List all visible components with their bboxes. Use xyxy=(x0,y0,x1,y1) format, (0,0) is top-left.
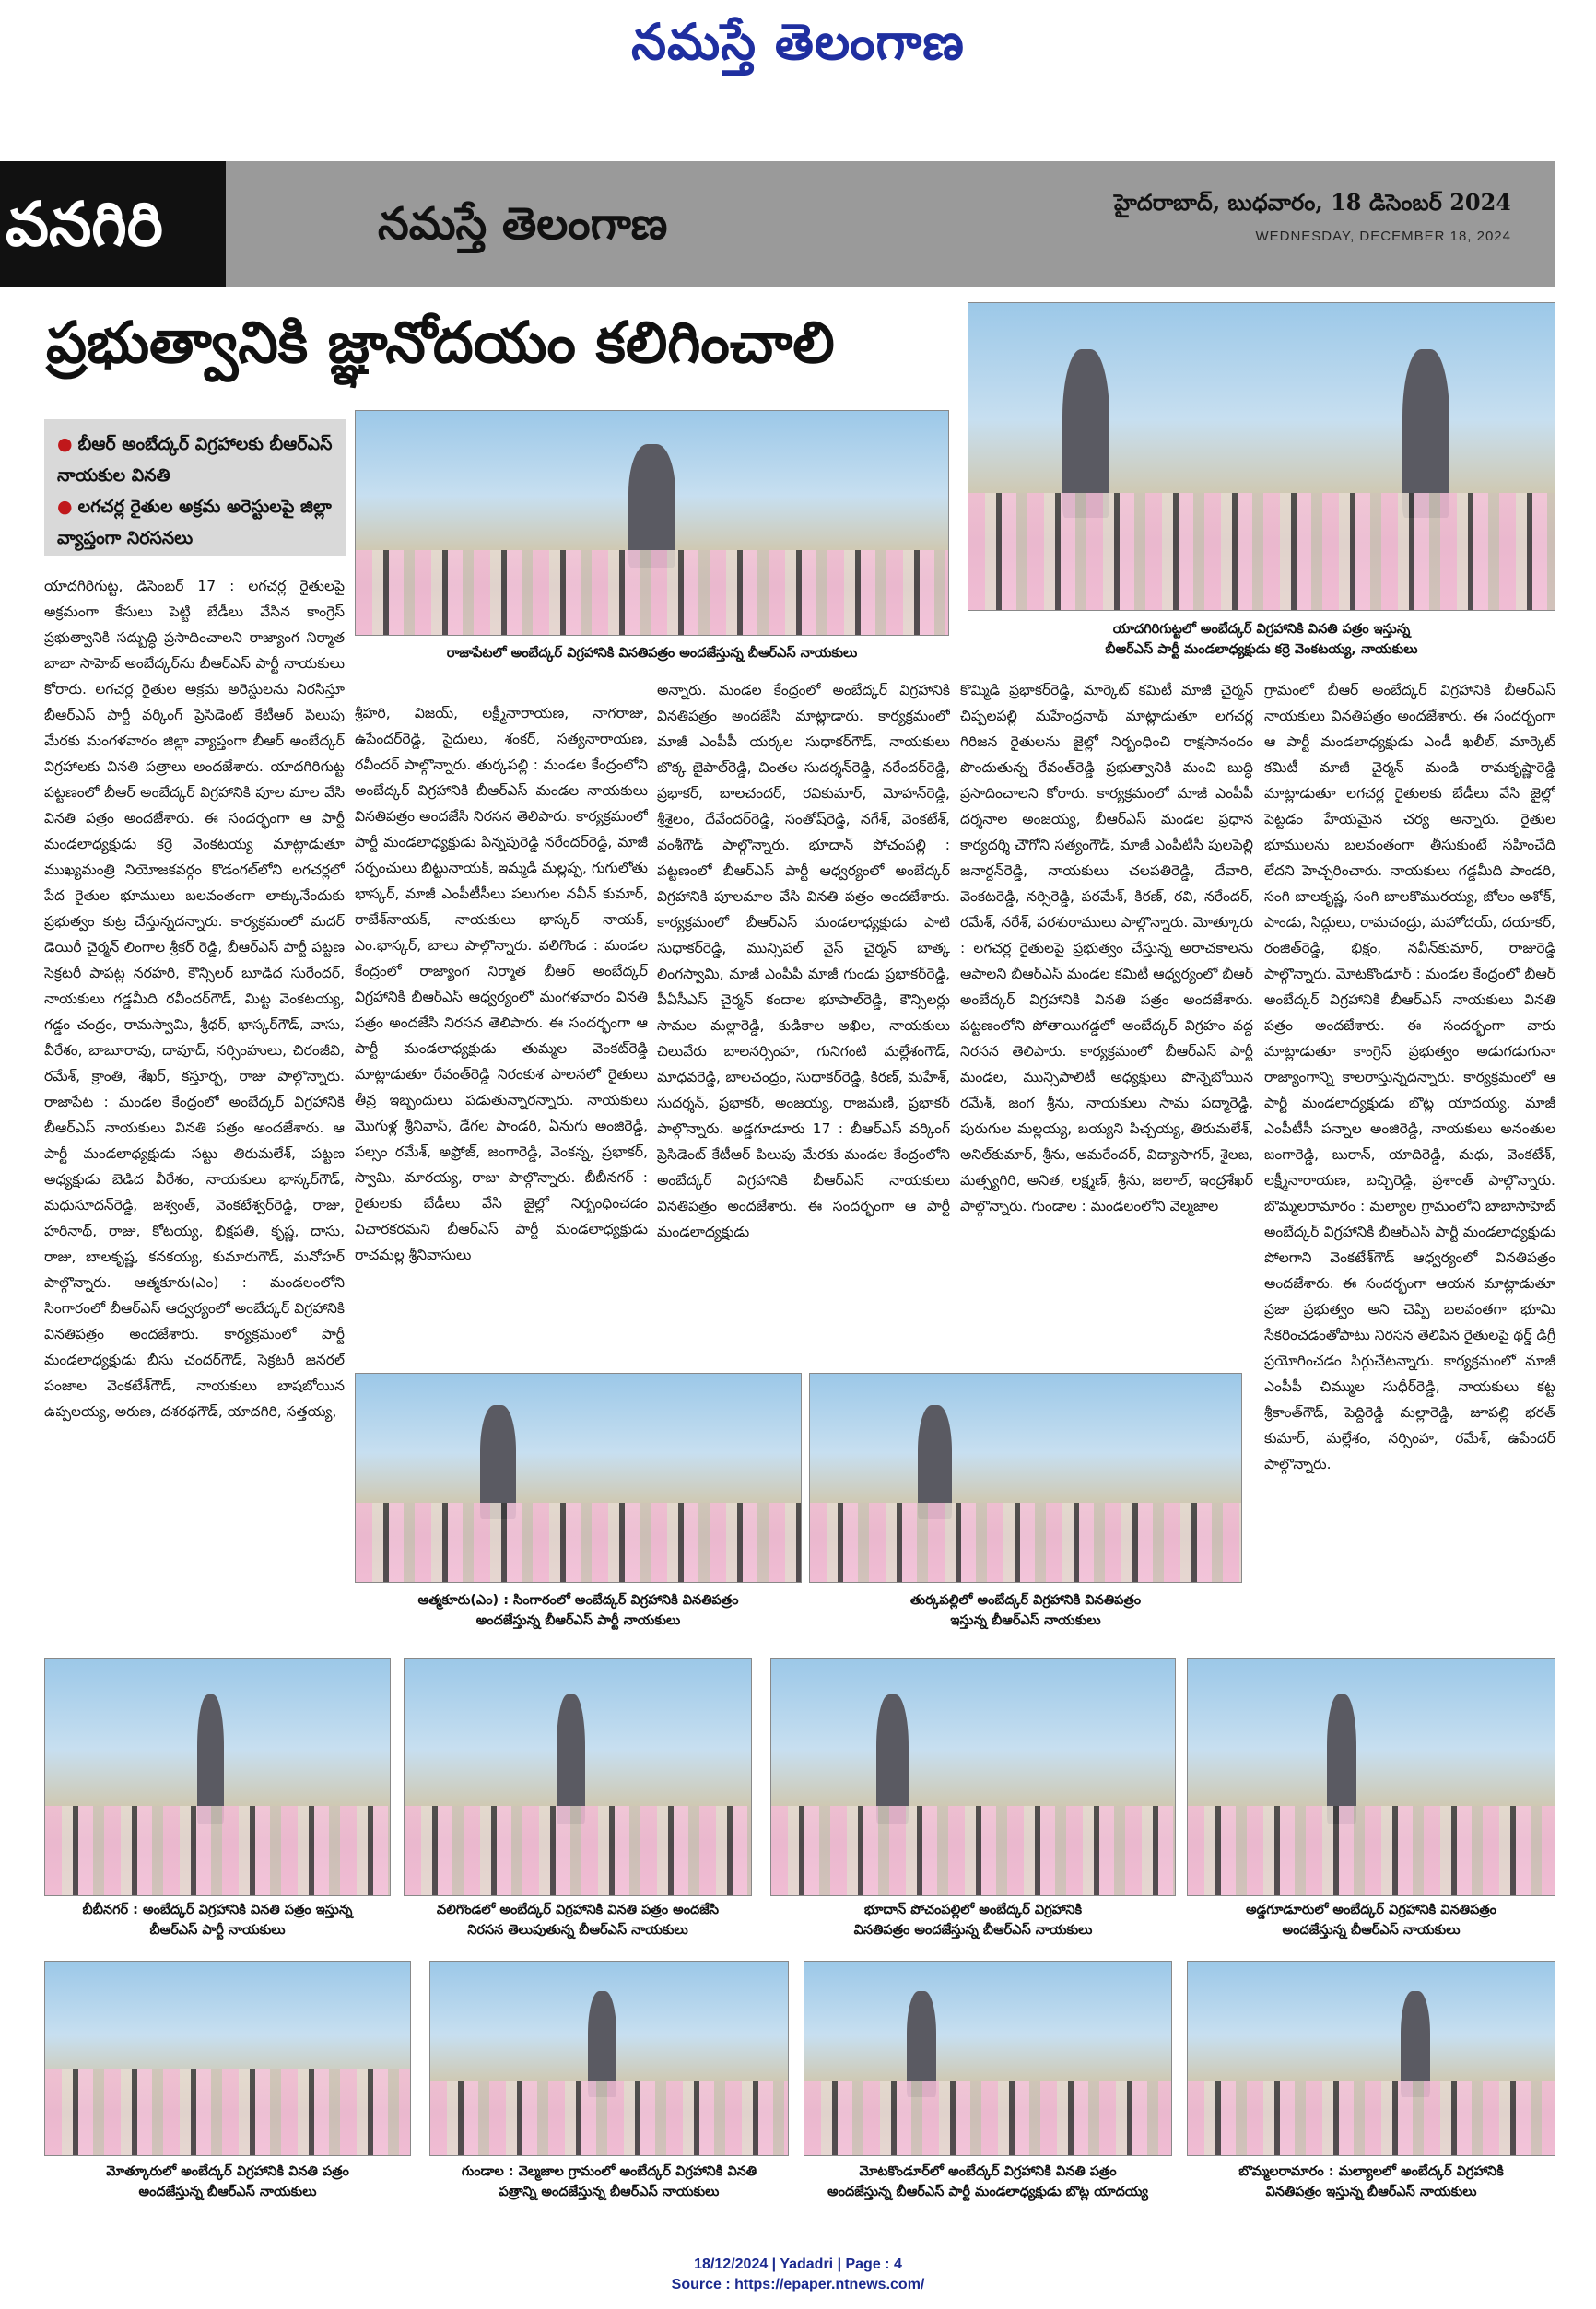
highlight-item: ● బీఆర్ అంబేద్కర్ విగ్రహాలకు బీఆర్ఎస్ నాయకుల వినతి xyxy=(57,434,333,486)
photo-atmakur xyxy=(355,1373,802,1583)
caption-atmakur-1: ఆత్మకూరు(ఎం) : సింగారంలో అంబేద్కర్ విగ్రహానికి వినతిపత్రం xyxy=(417,1593,739,1608)
edition-label: వనగిరి xyxy=(0,161,226,287)
caption-bibinagar-1: బీబీనగర్ : అంబేద్కర్ విగ్రహానికి వినతి పత్రం ఇస్తున్న xyxy=(82,1903,353,1917)
caption-rajapet: రాజాపేటలో అంబేద్కర్ విగ్రహానికి వినతిపత్రం అందజేస్తున్న బీఆర్ఎస్ నాయకులు xyxy=(446,646,858,661)
photo-addagudur xyxy=(1187,1658,1555,1896)
highlight-item: ● లగచర్ల రైతుల అక్రమ అరెస్టులపై జిల్లా వ్యాప్తంగా నిరసనలు xyxy=(57,497,332,548)
photo-gundala xyxy=(429,1961,789,2156)
photo-turkapally xyxy=(809,1373,1242,1583)
article-column-1: యాదగిరిగుట్ట, డిసెంబర్ 17 : లగచర్ల రైతులపై అక్రమంగా కేసులు పెట్టి బేడీలు వేసిన కాంగ్రెస్ ప్రభుత్వానికి సద్బుద్ధి ప్రసాదించాలని రాజ్యాంగ నిర్మాత బాబా సాహెబ్ అంబేద్కర్‌ను బీఆర్ఎస్ పార్టీ నాయకులు కోరారు. లగచర్ల రైతుల అక్రమ అరెస్టులను నిరసిస్తూ బీఆర్ఎస్ పార్టీ వర్కింగ్ ప్రెసిడెంట్ కేటీఆర్ పిలుపు మేరకు మంగళవారం జిల్లా వ్యాప్తంగా బీఆర్ అంబేద్కర్ విగ్రహాలకు వినతి పత్రాలు అందజేశారు. యాదగిరిగుట్ట పట్టణంలో బీఆర్ అంబేద్కర్ విగ్రహానికి పూల మాల వేసి వినతి పత్రం అందజేశారు. ఈ సందర్భంగా ఆ పార్టీ మండలాధ్యక్షుడు కర్రె వెంకటయ్య మాట్లాడుతూ ముఖ్యమంత్రి నియోజకవర్గం కొడంగల్‌లోని లగచర్లలో పేద రైతుల భూములు బలవంతంగా లాక్కునేందుకు ప్రభుత్వం కుట్ర చేస్తున్నదన్నారు. కార్యక్రమంలో మదర్ డెయిరీ చైర్మన్ లింగాల శ్రీకర్ రెడ్డి, బీఆర్ఎస్ పార్టీ పట్టణ సెక్రటరీ పాపట్ల నరహరి, కౌన్సిలర్ బూడిద సురేందర్, నాయకులు గడ్డమీది రవీందర్‌గౌడ్, మిట్ట వెంకటయ్య, గడ్డం చంద్రం, రామస్వామి, శ్రీధర్, భాస్కర్‌గౌడ్, వాసు, వీరేశం, బాబూరావు, దావూద్, నర్సింహులు, చిరంజీవి, రమేశ్, క్రాంతి, శేఖర్, కస్తూర్బ, రాజు పాల్గొన్నారు. రాజాపేట : మండల కేంద్రంలో అంబేద్కర్ విగ్రహానికి బీఆర్ఎస్ నాయకులు వినతి పత్రం అందజేశారు. ఆ పార్టీ మండలాధ్యక్షుడు సట్టు తిరుమలేశ్, పట్టణ అధ్యక్షుడు బెడిద వీరేశం, నాయకులు భాస్కర్‌గౌడ్, మధుసూదన్‌రెడ్డి, జశ్వంత్, వెంకటేశ్వర్‌రెడ్డి, రాజు, హరినాథ్, రాజు, కోటయ్య, భిక్షపతి, కృష్ణ, దాసు, రాజు, బాలకృష్ణ, కనకయ్య, కుమారుగౌడ్, మనోహర్ పాల్గొన్నారు. ఆత్మకూరు(ఎం) : మండలంలోని సింగారంలో బీఆర్ఎస్ ఆధ్వర్యంలో అంబేద్కర్ విగ్రహానికి వినతిపత్రం అందజేశారు. కార్యక్రమంలో పార్టీ మండలాధ్యక్షుడు బీసు చందర్‌గౌడ్, సెక్రటరీ జనరల్ పంజాల వెంకటేశ్‌గౌడ్, నాయకులు బాషబోయిన ఉప్పలయ్య, అరుణ, దశరథగౌడ్, యాదగిరి, సత్తయ్య, xyxy=(44,578,345,1420)
caption-bommalaramaram-1: బొమ్మలరామారం : మల్యాలలో అంబేద్కర్ విగ్రహానికి xyxy=(1238,2164,1504,2179)
date-telugu: హైదరాబాద్, బుధవారం, 18 డిసెంబర్ 2024 xyxy=(1113,189,1511,216)
photo-bhoodan-pochampally xyxy=(770,1658,1176,1896)
article-column-5: గ్రామంలో బీఆర్ అంబేద్కర్ విగ్రహానికి బీఆర్ఎస్ నాయకులు వినతిపత్రం అందజేశారు. ఈ సందర్భంగా ఆ పార్టీ మండలాధ్యక్షుడు ఎండీ ఖలీల్, మార్కెట్ కమిటీ మాజీ చైర్మన్ మండి రామకృష్ణారెడ్డి మాట్లాడుతూ లగచర్ల రైతులకు బేడీలు వేసి జైల్లో పెట్టడం హేయమైన చర్య అన్నారు. రైతుల భూములను బలవంతంగా తీసుకుంటే సహించేది లేదని హెచ్చరించారు. నాయకులు గడ్డమీది పాండరి, సంగి బాలకృష్ణ, సంగి బాలకొమురయ్య, జోలం అశోక్, పాండు, సిద్ధులు, రామచంద్రు, మహోదయ్, దయాకర్, రంజిత్‌రెడ్డి, భిక్షం, నవీన్‌కుమార్, రాజురెడ్డి పాల్గొన్నారు. మోటకొండూర్ : మండల కేంద్రంలో బీఆర్ అంబేద్కర్ విగ్రహానికి బీఆర్ఎస్ నాయకులు వినతి పత్రం అందజేశారు. ఈ సందర్భంగా వారు మాట్లాడుతూ కాంగ్రెస్ ప్రభుత్వం అడుగడుగునా రాజ్యాంగాన్ని కాలరాస్తున్నదన్నారు. కార్యక్రమంలో ఆ పార్టీ మండలాధ్యక్షుడు బొట్ల యాదయ్య, మాజీ ఎంపీటీసీ పన్నాల అంజిరెడ్డి, నాయకులు అనంతుల జంగారెడ్డి, బురాన్, యాదిరెడ్డి, మధు, వెంకటేశ్, లక్ష్మీనారాయణ, బచ్చిరెడ్డి, ప్రశాంత్ పాల్గొన్నారు. బొమ్మలరామారం : మల్యాల గ్రామంలోని బాబాసాహెబ్ అంబేద్కర్ విగ్రహానికి బీఆర్ఎస్ పార్టీ మండలాధ్యక్షుడు పోలగాని వెంకటేశ్‌గౌడ్ ఆధ్వర్యంలో వినతిపత్రం అందజేశారు. ఈ సందర్భంగా ఆయన మాట్లాడుతూ ప్రజా ప్రభుత్వం అని చెప్పి బలవంతగా భూమి సేకరించడంతోపాటు నిరసన తెలిపిన రైతులపై థర్డ్ డిగ్రీ ప్రయోగించడం సిగ్గుచేటన్నారు. కార్యక్రమంలో మాజీ ఎంపీపీ చిమ్ముల సుధీర్‌రెడ్డి, నాయకులు కట్ట శ్రీకాంత్‌గౌడ్, పెద్దిరెడ్డి మల్లారెడ్డి, జూపల్లి భరత్ కుమార్, మల్లేశం, నర్సింహ, రమేశ్, ఉపేందర్ పాల్గొన్నారు. xyxy=(1264,682,1555,1472)
caption-gundala-1: గుండాల : వెల్మజాల గ్రామంలో అంబేద్కర్ విగ్రహానికి వినతి xyxy=(461,2164,757,2179)
photo-yadagirigutta xyxy=(968,302,1555,611)
caption-mothkur-1: మోత్కూరులో అంబేద్కర్ విగ్రహానికి వినతి పత్రం xyxy=(106,2164,349,2179)
date-english: WEDNESDAY, DECEMBER 18, 2024 xyxy=(1255,229,1511,244)
masthead-logo-title: నమస్తే తెలంగాణ xyxy=(631,12,965,71)
article-headline: ప్రభుత్వానికి జ్ఞానోదయం కలిగించాలి xyxy=(46,309,835,376)
caption-bommalaramaram-2: వినతిపత్రం ఇస్తున్న బీఆర్ఎస్ నాయకులు xyxy=(1265,2185,1477,2199)
caption-turkapally-1: తుర్కపల్లిలో అంబేద్కర్ విగ్రహానికి వినతిపత్రం xyxy=(909,1593,1142,1608)
photo-valigonda xyxy=(404,1658,752,1896)
photo-motakondur xyxy=(804,1961,1172,2156)
band-title: నమస్తే తెలంగాణ xyxy=(378,198,668,250)
caption-valigonda-2: నిరసన తెలుపుతున్న బీఆర్ఎస్ నాయకులు xyxy=(467,1923,688,1938)
caption-mothkur-2: అందజేస్తున్న బీఆర్ఎస్ నాయకులు xyxy=(138,2185,317,2199)
caption-addagudur-2: అందజేస్తున్న బీఆర్ఎస్ నాయకులు xyxy=(1282,1923,1461,1938)
photo-bommalaramaram xyxy=(1187,1961,1555,2156)
caption-addagudur-1: అడ్డగూడూరులో అంబేద్కర్ విగ్రహానికి వినతిపత్రం xyxy=(1245,1903,1497,1917)
photo-mothkur xyxy=(44,1961,411,2156)
caption-motakondur-1: మోటకొండూర్‌లో అంబేద్కర్ విగ్రహానికి వినతి పత్రం xyxy=(859,2164,1117,2179)
caption-motakondur-2: అందజేస్తున్న బీఆర్ఎస్ పార్టీ మండలాధ్యక్షుడు బొట్ల యాదయ్య xyxy=(827,2185,1148,2199)
article-column-2: శ్రీహరి, విజయ్, లక్ష్మీనారాయణ, నాగరాజు, ఉపేందర్‌రెడ్డి, సైదులు, శంకర్, సత్యనారాయణ, రవీందర్ పాల్గొన్నారు. తుర్కపల్లి : మండల కేంద్రంలోని అంబేద్కర్ విగ్రహానికి బీఆర్ఎస్ మండల నాయకులు వినతిపత్రం అందజేసి నిరసన తెలిపారు. కార్యక్రమంలో పార్టీ మండలాధ్యక్షుడు పిన్నపురెడ్డి నరేందర్‌రెడ్డి, మాజీ సర్పంచులు బిట్టునాయక్, ఇమ్మడి మల్లప్ప, గుగులోతు భాస్కర్, మాజీ ఎంపీటీసీలు పలుగుల నవీన్ కుమార్, రాజేశ్‌నాయక్, నాయకులు భాస్కర్ నాయక్, ఎం.భాస్కర్, బాలు పాల్గొన్నారు. వలిగొండ : మండల కేంద్రంలో రాజ్యాంగ నిర్మాత బీఆర్ అంబేద్కర్ విగ్రహానికి బీఆర్ఎస్ ఆధ్వర్యంలో మంగళవారం వినతి పత్రం అందజేసి నిరసన తెలిపారు. ఈ సందర్భంగా ఆ పార్టీ మండలాధ్యక్షుడు తుమ్మల వెంకట్‌రెడ్డి మాట్లాడుతూ రేవంత్‌రెడ్డి నిరంకుశ పాలనలో రైతులు తీవ్ర ఇబ్బందులు పడుతున్నారన్నారు. నాయకులు మొగుళ్ల శ్రీనివాస్, డేగల పాండరి, ఏనుగు అంజిరెడ్డి, పల్సం రమేశ్, అఫ్రోజ్, జంగారెడ్డి, వెంకన్న, ప్రభాకర్, స్వామి, మారయ్య, రాజు పాల్గొన్నారు. బీబీనగర్ : రైతులకు బేడీలు వేసి జైల్లో నిర్బంధించడం విచారకరమని బీఆర్ఎస్ పార్టీ మండలాధ్యక్షుడు రాచమల్ల శ్రీనివాసులు xyxy=(355,705,648,1263)
article-column-4: కొమ్మిడి ప్రభాకర్‌రెడ్డి, మార్కెట్ కమిటీ మాజీ చైర్మన్ చిప్పలపల్లి మహేంద్రనాథ్ మాట్లాడుతూ లగచర్ల గిరిజన రైతులను జైల్లో నిర్బంధించి రాక్షసానందం పొందుతున్న రేవంత్‌రెడ్డి ప్రభుత్వానికి మంచి బుద్ధి ప్రసాదించాలని కోరారు. కార్యక్రమంలో మాజీ ఎంపీపీ దర్శనాల అంజయ్య, బీఆర్ఎస్ మండల ప్రధాన కార్యదర్శి చౌగోని సత్యంగౌడ్, మాజీ ఎంపీటీసీ పులపెల్లి జనార్దన్‌రెడ్డి, నాయకులు చలపతిరెడ్డి, దేవారి, వెంకటరెడ్డి, నర్సిరెడ్డి, పరమేశ్, కిరణ్, రవి, నరేందర్, రమేశ్, నరేశ్, పరశురాములు పాల్గొన్నారు. మోత్కూరు : లగచర్ల రైతులపై ప్రభుత్వం చేస్తున్న అరాచకాలను ఆపాలని బీఆర్ఎస్ మండల కమిటీ ఆధ్వర్యంలో బీఆర్ అంబేద్కర్ విగ్రహానికి వినతి పత్రం అందజేశారు. పట్టణంలోని పోతాయిగడ్డలో అంబేద్కర్ విగ్రహం వద్ద నిరసన తెలిపారు. కార్యక్రమంలో బీఆర్ఎస్ పార్టీ మండల, మున్సిపాలిటీ అధ్యక్షులు పొన్నెబోయిన రమేశ్, జంగ శ్రీను, నాయకులు సామ పద్మారెడ్డి, పురుగుల మల్లయ్య, బయ్యని పిచ్చయ్య, తిరుమలేశ్, అనిల్‌కుమార్, శ్రీను, అమరేందర్, విద్యాసాగర్, శైలజ, మత్స్యగిరి, అనిత, లక్ష్మణ్, శ్రీను, జలాల్, ఇంద్రశేఖర్ పాల్గొన్నారు. గుండాల : మండలంలోని వెల్మజాల xyxy=(960,682,1253,1214)
highlights-box xyxy=(44,419,346,556)
caption-atmakur-2: అందజేస్తున్న బీఆర్ఎస్ పార్టీ నాయకులు xyxy=(475,1613,681,1628)
photo-bibinagar xyxy=(44,1658,391,1896)
caption-bhoodan-2: వినతిపత్రం అందజేస్తున్న బీఆర్ఎస్ నాయకులు xyxy=(853,1923,1093,1938)
masthead xyxy=(0,0,1596,83)
caption-valigonda-1: వలిగొండలో అంబేద్కర్ విగ్రహానికి వినతి పత్రం అందజేసి xyxy=(436,1903,720,1917)
caption-bibinagar-2: బీఆర్ఎస్ పార్టీ నాయకులు xyxy=(149,1923,286,1938)
article-column-3: అన్నారు. మండల కేంద్రంలో అంబేద్కర్ విగ్రహానికి వినతిపత్రం అందజేసి మాట్లాడారు. కార్యక్రమంలో మాజీ ఎంపీపీ యర్కల సుధాకర్‌గౌడ్, నాయకులు బొక్క జైపాల్‌రెడ్డి, చింతల సుదర్శన్‌రెడ్డి, నరేందర్‌రెడ్డి, ప్రభాకర్, బాలచందర్, రవికుమార్, మోహన్‌రెడ్డి, శ్రీశైలం, దేవేందర్‌రెడ్డి, సంతోష్‌రెడ్డి, నగేశ్, వెంకటేశ్, వంశీగౌడ్ పాల్గొన్నారు. భూదాన్ పోచంపల్లి : పట్టణంలో బీఆర్ఎస్ పార్టీ ఆధ్వర్యంలో అంబేద్కర్ విగ్రహానికి పూలమాల వేసి వినతి పత్రం అందజేశారు. కార్యక్రమంలో బీఆర్ఎస్ మండలాధ్యక్షుడు పాటి సుధాకర్‌రెడ్డి, మున్సిపల్ వైస్ చైర్మన్ బాత్క లింగస్వామి, మాజీ ఎంపీపీ మాజీ గుండు ప్రభాకర్‌రెడ్డి, పీఏసీఎస్ చైర్మన్ కందాల భూపాల్‌రెడ్డి, కౌన్సిలర్లు సామల మల్లారెడ్డి, కుడికాల అఖిల, నాయకులు చిలువేరు బాలనర్సింహ, గునిగంటి మల్లేశంగౌడ్, మాధవరెడ్డి, బాలచంద్రం, సుధాకర్‌రెడ్డి, కిరణ్, మహేశ్, సుదర్శన్, ప్రభాకర్, అంజయ్య, రాజమణి, ప్రభాకర్ పాల్గొన్నారు. అడ్డగూడూరు 17 : బీఆర్ఎస్ వర్కింగ్ ప్రెసిడెంట్ కేటీఆర్ పిలుపు మేరకు మండల కేంద్రంలోని అంబేద్కర్ విగ్రహానికి బీఆర్ఎస్ నాయకులు వినతిపత్రం అందజేశారు. ఈ సందర్భంగా ఆ పార్టీ మండలాధ్యక్షుడు xyxy=(657,682,950,1240)
caption-bhoodan-1: భూదాన్ పోచంపల్లిలో అంబేద్కర్ విగ్రహానికి xyxy=(863,1903,1083,1917)
photo-rajapet xyxy=(355,410,949,636)
section-band xyxy=(0,161,1555,287)
caption-gundala-2: పత్రాన్ని అందజేస్తున్న బీఆర్ఎస్ నాయకులు xyxy=(499,2185,720,2199)
caption-yadagirigutta-1: యాదగిరిగుట్టలో అంబేద్కర్ విగ్రహానికి వినతి పత్రం ఇస్తున్న xyxy=(1112,622,1411,637)
caption-turkapally-2: ఇస్తున్న బీఆర్ఎస్ నాయకులు xyxy=(950,1613,1101,1628)
footer-edition-info: 18/12/2024 | Yadadri | Page : 4 xyxy=(694,2256,902,2272)
caption-yadagirigutta-2: బీఆర్ఎస్ పార్టీ మండలాధ్యక్షుడు కర్రె వెంకటయ్య, నాయకులు xyxy=(1105,642,1418,657)
footer-source: Source : https://epaper.ntnews.com/ xyxy=(671,2277,925,2292)
